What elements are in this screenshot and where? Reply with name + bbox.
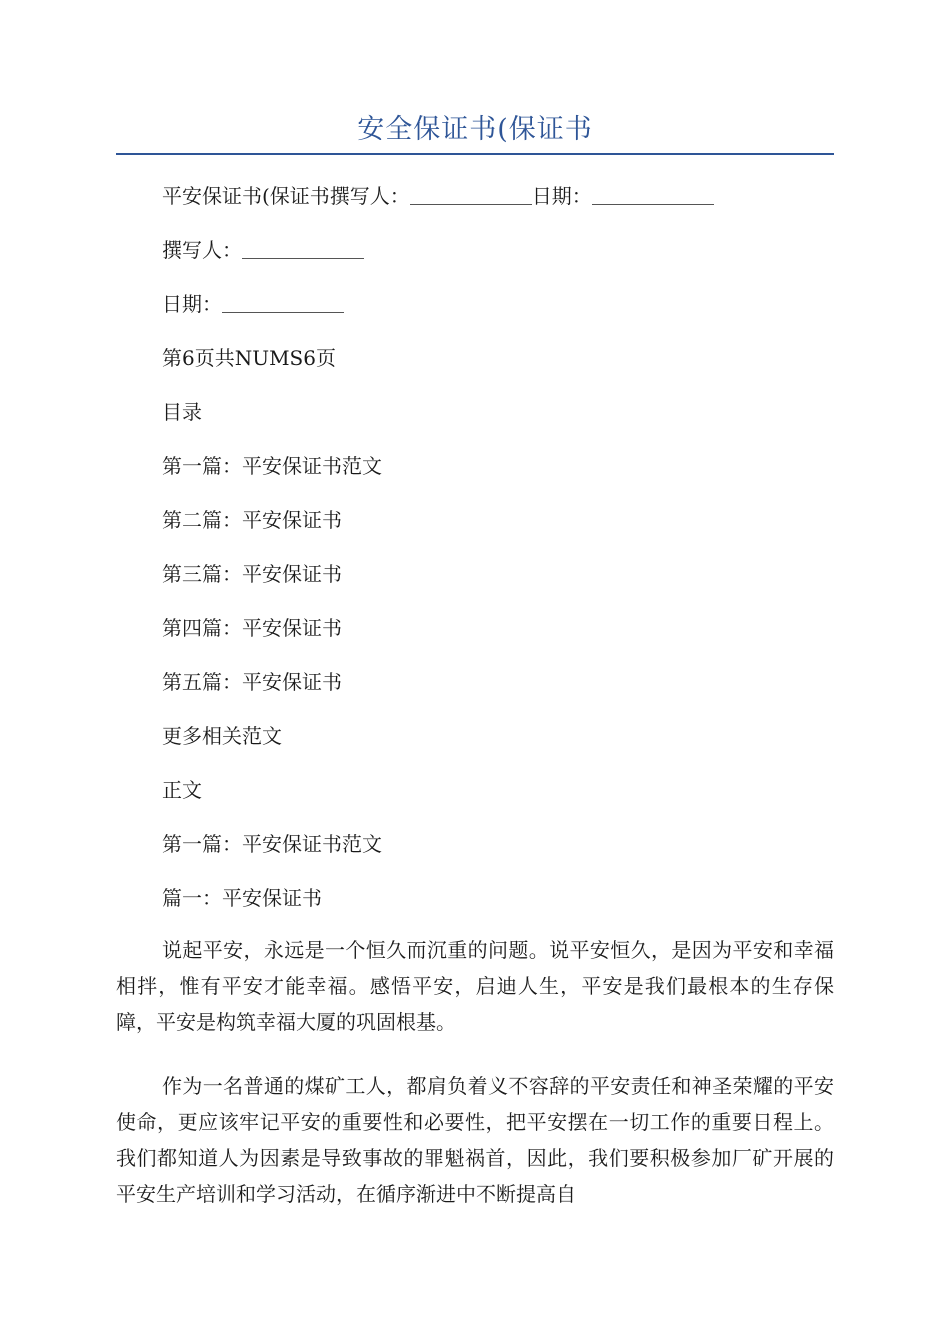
- date-fill-blank: [222, 292, 344, 313]
- toc-item: 第四篇：平安保证书: [162, 616, 342, 640]
- author-line: [162, 236, 364, 264]
- header-line-text: 平安保证书(保证书撰写人：: [162, 184, 410, 208]
- date-label: 日期：: [162, 292, 222, 316]
- toc-item: 更多相关范文: [162, 724, 282, 748]
- toc-item: 第五篇：平安保证书: [162, 670, 342, 694]
- body-heading: 正文: [162, 778, 202, 802]
- toc-heading: 目录: [162, 400, 202, 424]
- section-title: 第一篇：平安保证书范文: [162, 832, 382, 856]
- date-line: [162, 290, 344, 318]
- body-paragraph: 说起平安，永远是一个恒久而沉重的问题。说平安恒久，是因为平安和幸福相拌，惟有平安才能幸福。感悟平安，启迪人生，平安是我们最根本的生存保障，平安是构筑幸福大厦的巩固根基。: [116, 938, 834, 1034]
- author-label: 撰写人：: [162, 238, 242, 262]
- document-title: 安全保证书(保证书: [357, 114, 593, 145]
- title-underline: [116, 153, 834, 155]
- subsection-title: 篇一：平安保证书: [162, 886, 322, 910]
- toc-item: 第三篇：平安保证书: [162, 562, 342, 586]
- date-blank: [592, 184, 714, 205]
- author-fill-blank: [242, 238, 364, 259]
- page-info: 第6页共NUMS6页: [162, 346, 336, 370]
- toc-item: 第二篇：平安保证书: [162, 508, 342, 532]
- header-date-label: 日期：: [531, 184, 592, 208]
- header-line: [162, 182, 714, 210]
- body-paragraph: 作为一名普通的煤矿工人，都肩负着义不容辞的平安责任和神圣荣耀的平安使命，更应该牢记平安的重要性和必要性，把平安摆在一切工作的重要日程上。我们都知道人为因素是导致事故的罪魁祸首，因此，我们要积极参加厂矿开展的平安生产培训和学习活动，在循序渐进中不断提高自: [116, 1074, 834, 1206]
- author-blank: [410, 184, 532, 205]
- toc-item: 第一篇：平安保证书范文: [162, 454, 382, 478]
